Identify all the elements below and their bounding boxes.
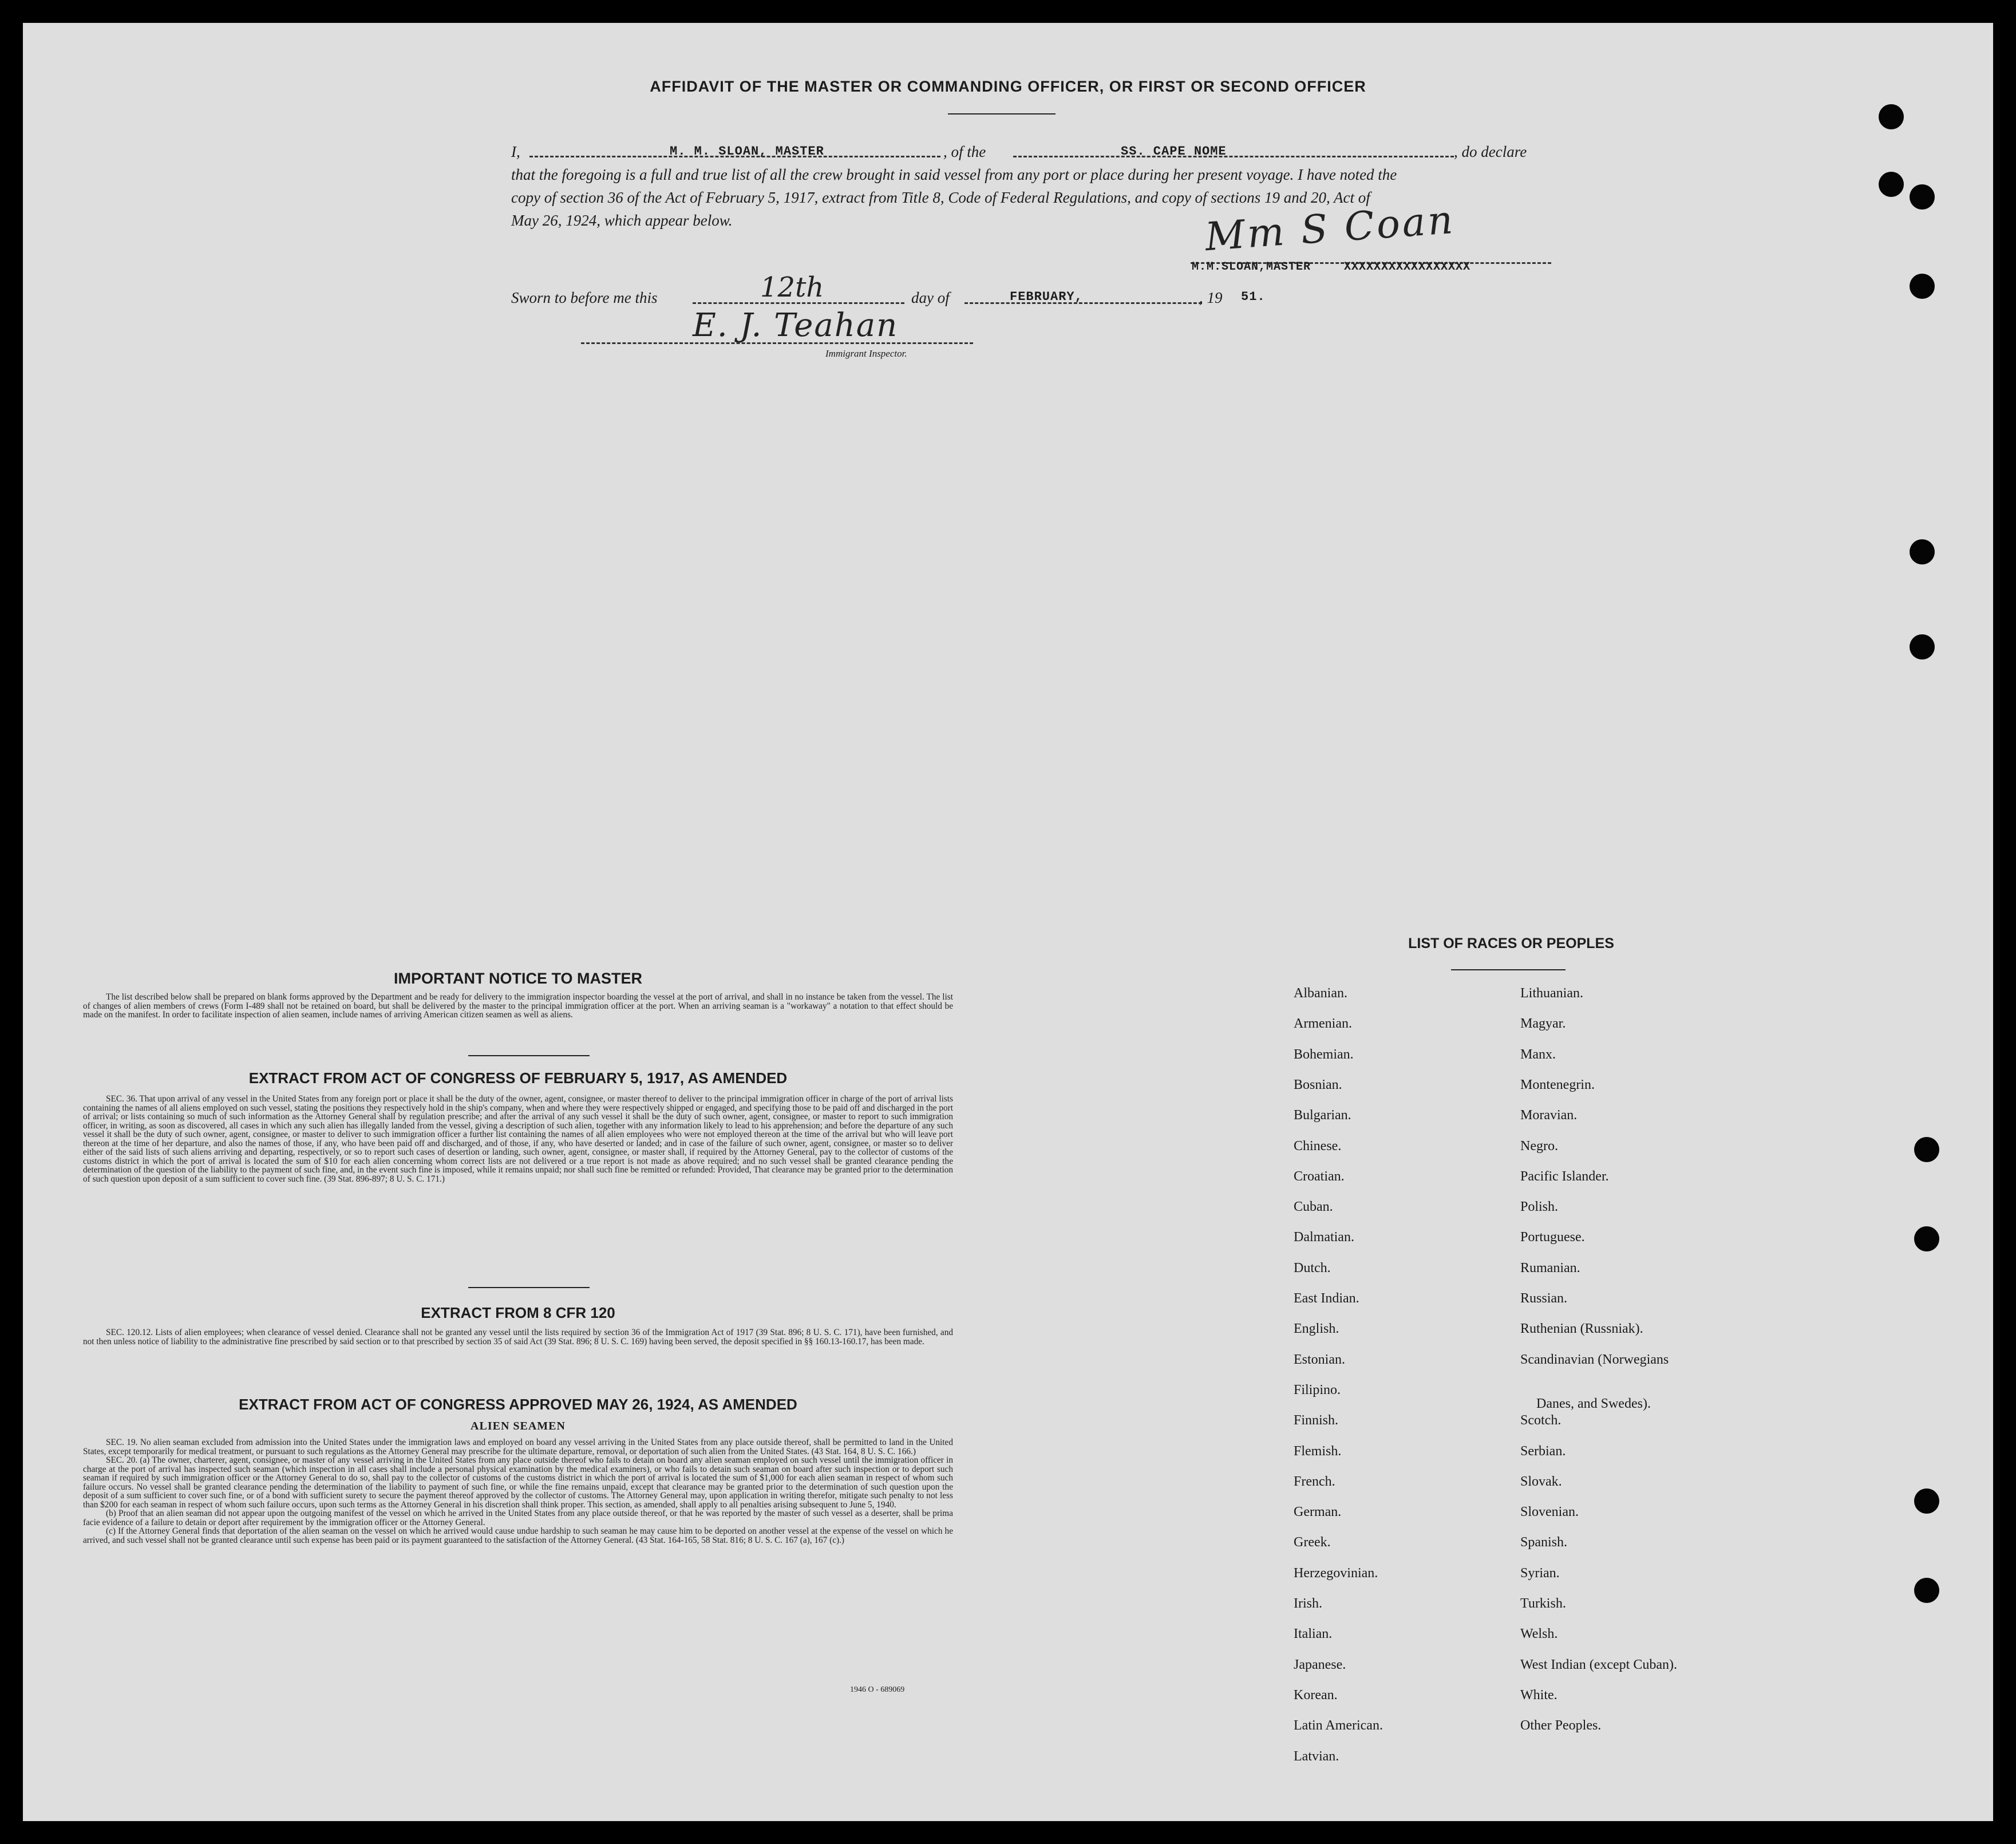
extract3-sec20c: (c) If the Attorney General finds that deportation of the alien seaman on the vessel on which he arrived would cause undue hardship to such seaman he may cause him to be deported on another vessel at the expense of the vessel on which he arrived, and such vessel shall not be granted clearance until such expense has been paid or its payment guaranteed to the satisfaction of the Attorney General. (43 Stat. 164-165, 58 Stat. 816; 8 U. S. C. 167 (a), 167 (c).)	[83, 1526, 953, 1545]
extract2-title: EXTRACT FROM 8 CFR 120	[421, 1304, 615, 1321]
race-item: Scotch.	[1520, 1413, 1562, 1428]
race-item: Slovak.	[1520, 1474, 1562, 1489]
race-item: French.	[1294, 1474, 1335, 1489]
race-item: Welsh.	[1520, 1626, 1558, 1641]
affidavit-line-3: copy of section 36 of the Act of February 5, 1917, extract from Title 8, Code of Federal Regulations, and copy of sections 19 and 20, Act of	[511, 189, 1370, 206]
race-item: Lithuanian.	[1520, 986, 1583, 1001]
affidavit-line-4: May 26, 1924, which appear below.	[511, 212, 733, 229]
race-item: White.	[1520, 1688, 1558, 1703]
of-the-label: , of the	[943, 143, 986, 160]
race-item: Manx.	[1520, 1047, 1556, 1062]
race-item: West Indian (except Cuban).	[1520, 1657, 1677, 1672]
race-item: Moravian.	[1520, 1108, 1578, 1123]
race-item: Scandinavian (Norwegians	[1520, 1352, 1669, 1367]
race-item: Dalmatian.	[1294, 1230, 1354, 1245]
race-item: Syrian.	[1520, 1566, 1560, 1581]
binder-hole	[1914, 1488, 1939, 1514]
extract3-sec20b: (b) Proof that an alien seaman did not appear upon the outgoing manifest of the vessel on which he arrived in the United States from any place outside thereof, or that he was reported by the master of such vessel as a deserter, shall be prima facie evidence of a failure to detain or deport after requirement by the immigration officer or the Attorney General.	[83, 1509, 953, 1527]
race-item: Latvian.	[1294, 1749, 1339, 1764]
notice-paragraph: The list described below shall be prepared on blank forms approved by the Department and be ready for delivery to the immigration inspector boarding the vessel at the port of arrival, and shall in no instance be taken from the vessel. The list of changes of alien members of crews (Form I-489 shall not be retained on board, but shall be delivered by the master to the principal immigration officer at the port. When an arriving seaman is a "workaway" a notation to that effect should be made on the manifest. In order to facilitate inspection of alien seamen, include names of arriving American citizen seamen as well as aliens.	[83, 992, 953, 1020]
race-item: Bohemian.	[1294, 1047, 1354, 1062]
binder-hole	[1910, 274, 1935, 299]
race-item: Pacific Islander.	[1520, 1169, 1609, 1184]
year-field[interactable]: 51.	[1241, 290, 1266, 304]
extract3-title: EXTRACT FROM ACT OF CONGRESS APPROVED MAY 26, 1924, AS AMENDED	[239, 1396, 797, 1413]
extract3-sec19: SEC. 19. No alien seaman excluded from admission into the United States under the immigration laws and employed on board any vessel arriving in the United States from any place outside thereof, shall be permitted to land in the United States, except temporarily for medical treatment, or pursuant to such regulations as the Attorney General may prescribe for the ultimate departure, removal, or deportation of such alien from the United States. (43 Stat. 164, 8 U. S. C. 166.)	[83, 1438, 953, 1456]
race-item: Ruthenian (Russniak).	[1520, 1321, 1643, 1336]
affidavit-title: AFFIDAVIT OF THE MASTER OR COMMANDING OFFICER, OR FIRST OR SECOND OFFICER	[650, 78, 1366, 95]
binder-hole	[1910, 634, 1935, 660]
vessel-name-blank	[1013, 156, 1454, 157]
notice-title: IMPORTANT NOTICE TO MASTER	[394, 970, 642, 987]
inspector-signature: E. J. Teahan	[693, 307, 899, 344]
extract1-body	[83, 1095, 953, 1183]
sworn-month-blank	[964, 302, 1202, 304]
race-item: Dutch.	[1294, 1261, 1331, 1276]
sworn-month-field[interactable]: FEBRUARY,	[1010, 290, 1083, 304]
race-item: Turkish.	[1520, 1596, 1566, 1611]
race-item: Cuban.	[1294, 1199, 1333, 1214]
race-item: German.	[1294, 1505, 1342, 1519]
race-item: Polish.	[1520, 1199, 1559, 1214]
signer-struck-title: XXXXXXXXXXXXXXXXX	[1344, 260, 1471, 274]
year-prefix: , 19	[1199, 289, 1223, 306]
race-item: Other Peoples.	[1520, 1718, 1602, 1733]
race-item: Rumanian.	[1520, 1261, 1580, 1276]
race-item: Danes, and Swedes).	[1536, 1396, 1651, 1411]
race-item: Magyar.	[1520, 1016, 1566, 1031]
extract3-subtitle: ALIEN SEAMEN	[471, 1420, 566, 1432]
race-item: Korean.	[1294, 1688, 1338, 1703]
binder-hole	[1910, 184, 1935, 210]
race-item: Finnish.	[1294, 1413, 1339, 1428]
extract2-body	[83, 1328, 953, 1346]
vessel-name-field[interactable]: SS. CAPE NOME	[1121, 144, 1227, 159]
section-divider	[468, 1287, 590, 1288]
race-item: Bosnian.	[1294, 1077, 1342, 1092]
race-item: Chinese.	[1294, 1139, 1342, 1154]
binder-hole	[1914, 1226, 1939, 1251]
document-sheet	[23, 23, 1993, 1821]
race-item: Croatian.	[1294, 1169, 1345, 1184]
race-item: East Indian.	[1294, 1291, 1359, 1306]
title-divider	[948, 113, 1056, 114]
race-item: Armenian.	[1294, 1016, 1352, 1031]
race-item: Latin American.	[1294, 1718, 1383, 1733]
race-item: Herzegovinian.	[1294, 1566, 1378, 1581]
race-item: Spanish.	[1520, 1535, 1568, 1550]
races-title: LIST OF RACES OR PEOPLES	[1408, 935, 1614, 951]
race-item: Italian.	[1294, 1626, 1333, 1641]
race-item: English.	[1294, 1321, 1339, 1336]
race-item: Greek.	[1294, 1535, 1331, 1550]
binder-hole	[1879, 104, 1904, 129]
printer-mark: 1946 O - 689069	[850, 1685, 905, 1694]
binder-hole	[1914, 1578, 1939, 1603]
race-item: Slovenian.	[1520, 1505, 1579, 1519]
section-divider	[468, 1055, 590, 1056]
race-item: Irish.	[1294, 1596, 1322, 1611]
extract1-paragraph: SEC. 36. That upon arrival of any vessel in the United States from any foreign port or place it shall be the duty of the owner, agent, consignee, or master thereof to deliver to the principal immigration officer in charge of the port of arrival lists containing the names of all aliens employed on such vessel, stating the positions they respectively hold in the ship's company, when and where they were respectively shipped or engaged, and specifying those to be paid off and discharged in the port of arrival; or lists containing so much of such information as the Attorney General shall by regulation prescribe; and after the arrival of any such vessel it shall be the duty of such owner, agent, consignee, or master to report to such immigration officer, in writing, as soon as discovered, all cases in which any such alien has illegally landed from the vessel, giving a description of such alien, together with any information likely to lead to his apprehension; and before the departure of any such vessel it shall be the duty of such owner, agent, consignee, or master to deliver to such immigration officer a further list containing the names of all alien employees who were not employed thereon at the time of the arrival but who will leave port thereon at the time of her departure, and also the names of those, if any, who have been paid off and discharged, and of those, if any, who have deserted or landed; and in case of the failure of such owner, agent, consignee, or master so to deliver either of the said lists of such aliens arriving and departing, respectively, or so to report such cases of desertion or landing, such owner, agent, consignee, or master shall, if required by the Attorney General, pay to the collector of customs of the customs district in which the port of arrival is located the sum of $10 for each alien concerning whom correct lists are not delivered or a true report is not made as above required; and no such vessel shall be granted clearance pending the determination of the question of the liability to the payment of such fine, and, in the event such fine is imposed, while it remains unpaid; nor shall such fine be remitted or refunded: Provided, That clearance may be granted prior to the determination of such question upon deposit of a sum sufficient to cover such fine. (39 Stat. 896-897; 8 U. S. C. 171.)	[83, 1094, 953, 1184]
master-signature: Mm S Coan	[1203, 197, 1457, 260]
inspector-label: Immigrant Inspector.	[825, 348, 907, 359]
binder-hole	[1910, 539, 1935, 564]
race-item: Serbian.	[1520, 1444, 1566, 1459]
extract3-sec20a: SEC. 20. (a) The owner, charterer, agent, consignee, or master of any vessel arriving in the United States from any place outside thereof who fails to detain on board any alien seaman employed on such vessel until the immigration officer in charge at the port of arrival has inspected such seaman (which inspection in all cases shall include a personal physical examination by the medical examiners), or who fails to detain such seaman on board after such inspection or to deport such seaman if required by such immigration officer or the Attorney General to do so, shall pay to the collector of customs of the customs district in which the port of arrival is located the sum of $1,000 for each alien seaman in respect of whom such failure occurs. No vessel shall be granted clearance pending the determination of the liability to payment of such fine, or while the fine remains unpaid, except that clearance may be granted prior to the determination of such question upon the deposit of a sum sufficient to cover such fine, or of a bond with sufficient surety to secure the payment thereof approved by the collector of customs. The Attorney General may, upon application in writing therefor, mitigate such penalty to not less than $200 for each seaman in respect of whom such failure occurs, upon such terms as the Attorney General in his discretion shall think proper. This section, as amended, shall apply to all penalties arising subsequent to June 5, 1940.	[83, 1455, 953, 1510]
race-item: Flemish.	[1294, 1444, 1342, 1459]
extract2-paragraph: SEC. 120.12. Lists of alien employees; when clearance of vessel denied. Clearance shall not be granted any vessel until the lists required by section 36 of the Immigration Act of 1917 (39 Stat. 896; 8 U. S. C. 171), have been furnished, and not then unless notice of liability to the administrative fine prescribed by said section or to that prescribed by section 35 of said Act (39 Stat. 896; 8 U. S. C. 169) having been served, the deposit specified in §§ 160.13-160.17, has been made.	[83, 1328, 953, 1347]
do-declare-label: , do declare	[1454, 143, 1527, 160]
race-item: Portuguese.	[1520, 1230, 1585, 1245]
notice-body	[83, 993, 953, 1020]
extract1-title: EXTRACT FROM ACT OF CONGRESS OF FEBRUARY 5, 1917, AS AMENDED	[248, 1069, 788, 1087]
signer-typed-name: M.M.SLOAN,MASTER	[1192, 260, 1311, 274]
race-item: Albanian.	[1294, 986, 1347, 1001]
sworn-day-field[interactable]: 12th	[760, 271, 824, 303]
race-item: Montenegrin.	[1520, 1077, 1595, 1092]
race-item: Filipino.	[1294, 1383, 1341, 1397]
day-of-label: day of	[911, 289, 950, 306]
race-item: Japanese.	[1294, 1657, 1346, 1672]
affidavit-i-label: I,	[511, 143, 520, 160]
binder-hole	[1879, 172, 1904, 197]
race-item: Russian.	[1520, 1291, 1568, 1306]
master-name-field[interactable]: M. M. SLOAN, MASTER	[670, 144, 824, 159]
extract3-body	[83, 1438, 953, 1545]
affidavit-line-2: that the foregoing is a full and true list of all the crew brought in said vessel from any port or place during her present voyage. I have noted the	[511, 166, 1397, 183]
sworn-label: Sworn to before me this	[511, 289, 658, 306]
races-divider	[1451, 969, 1566, 970]
binder-hole	[1914, 1137, 1939, 1162]
race-item: Negro.	[1520, 1139, 1558, 1154]
inspector-signature-line	[581, 342, 973, 344]
race-item: Estonian.	[1294, 1352, 1345, 1367]
race-item: Bulgarian.	[1294, 1108, 1351, 1123]
